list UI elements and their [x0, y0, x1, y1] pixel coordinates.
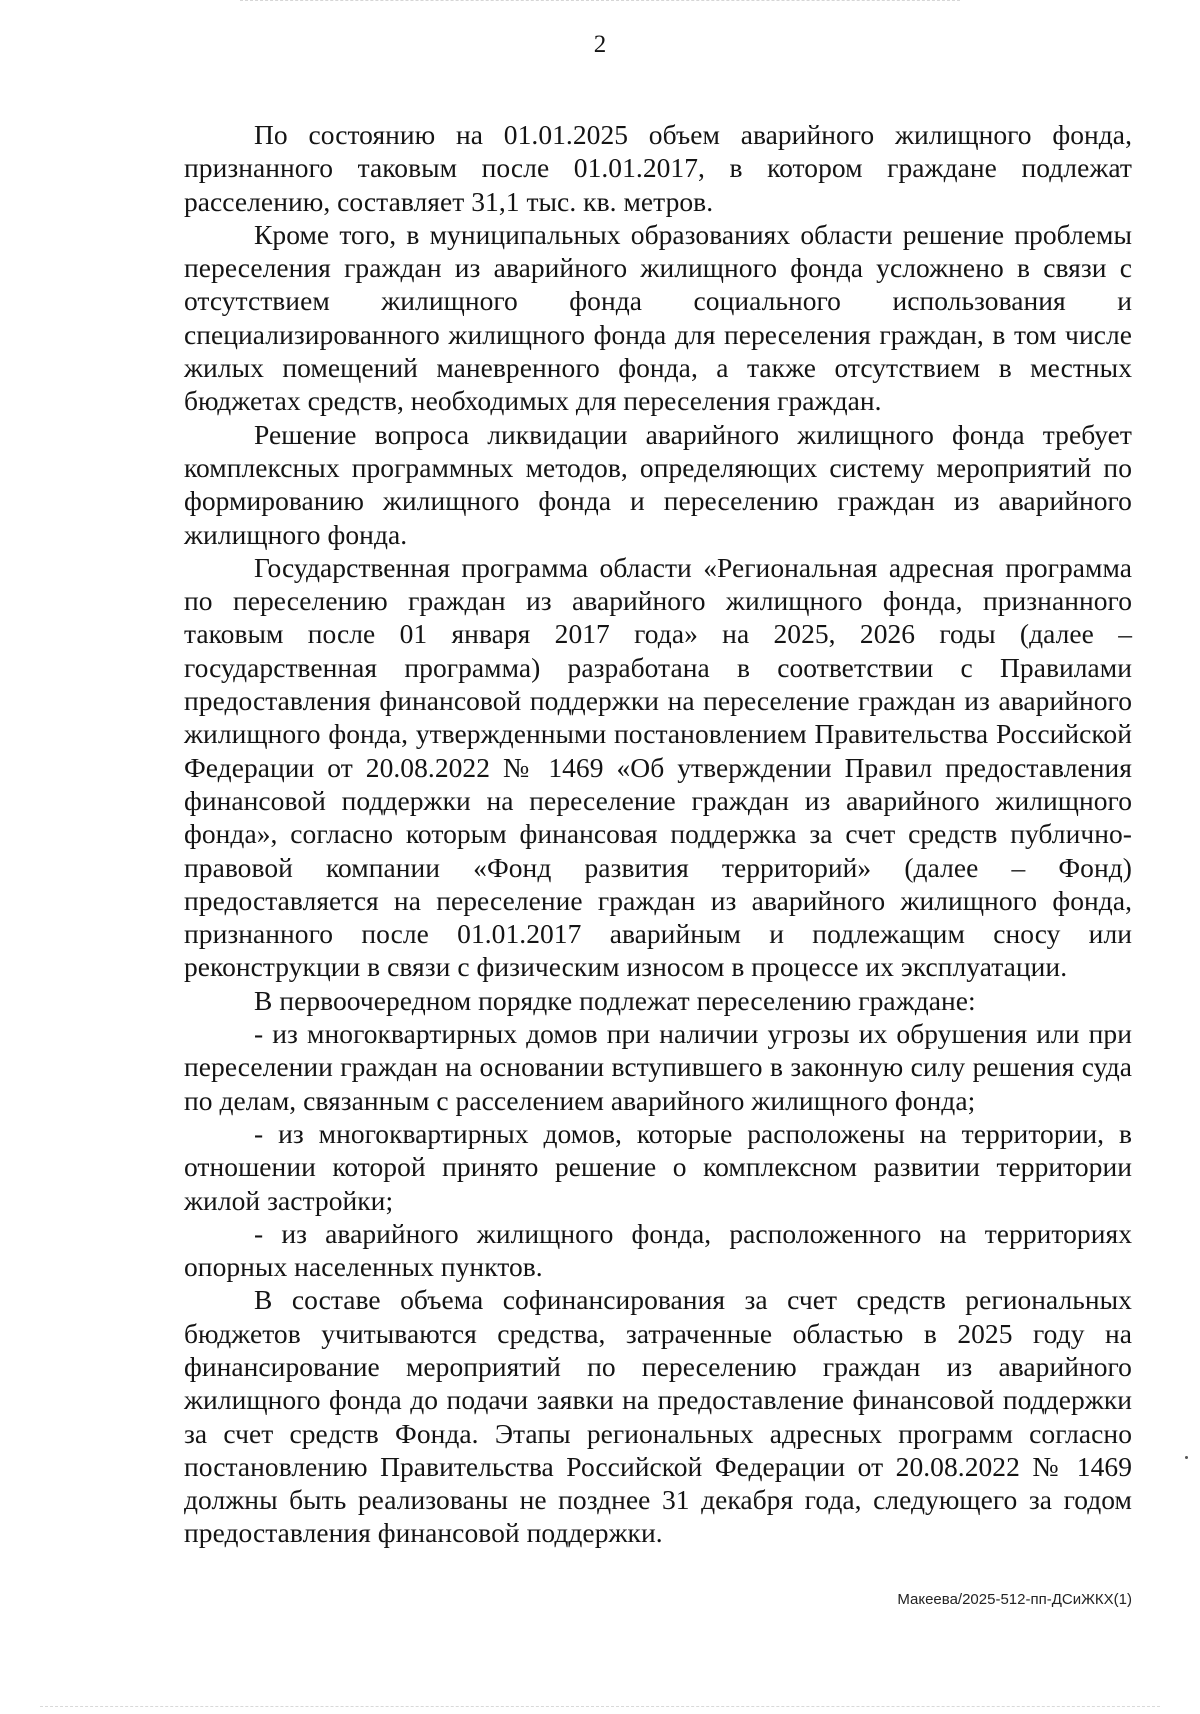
scan-top-edge [240, 0, 960, 1]
list-item-complex-development: - из многоквартирных домов, которые расположены на территории, в отношении которой принято решение о комплексном развитии территории жилой застройки; [184, 1117, 1132, 1216]
paragraph-priority-intro: В первоочередном порядке подлежат переселению граждане: [254, 984, 976, 1016]
page-number: 2 [593, 31, 607, 58]
scan-bottom-edge [40, 1706, 1160, 1707]
list-item-support-settlements: - из аварийного жилищного фонда, расположенного на территориях опорных населенных пунктов. [184, 1217, 1132, 1283]
document-body [184, 118, 1132, 1550]
paragraph-cofinancing: В составе объема софинансирования за счет средств региональных бюджетов учитываются средства, затраченные областью в 2025 году на финансирование мероприятий по переселению граждан из аварийного жилищного фонда до подачи заявки на предоставление финансовой поддержки за счет средств Фонда. Этапы региональных адресных программ согласно постановлению Правительства Российской Федерации от 20.08.2022 № 1469 должны быть реализованы не позднее 31 декабря года, следующего за годом предоставления финансовой поддержки. [184, 1284, 1132, 1549]
list-item-collapse-threat: - из многоквартирных домов при наличии угрозы их обрушения или при переселении граждан на основании вступившего в законную силу решения суда по делам, связанным с расселением аварийного жилищного фонда; [184, 1018, 1132, 1116]
paragraph-program-methods: Решение вопроса ликвидации аварийного жилищного фонда требует комплексных программных методов, определяющих систему мероприятий по формированию жилищного фонда и переселению граждан из аварийного жилищного фонда. [184, 418, 1132, 550]
scan-speck [1185, 1456, 1188, 1459]
paragraph-municipal-problems: Кроме того, в муниципальных образованиях области решение проблемы переселения граждан из аварийного жилищного фонда усложнено в связи с отсутствием жилищного фонда социального использования и специализированного жилищного фонда для переселения граждан, в том числе жилых помещений маневренного фонда, а также отсутствием в местных бюджетах средств, необходимых для переселения граждан. [184, 218, 1132, 417]
paragraph-state-program: Государственная программа области «Региональная адресная программа по переселению граждан из аварийного жилищного фонда, признанного таковым после 01 января 2017 года» на 2025, 2026 годы (далее – государственная программа) разработана в соответствии с Правилами предоставления финансовой поддержки на переселение граждан из аварийного жилищного фонда, утвержденными постановлением Правительства Российской Федерации от 20.08.2022 № 1469 «Об утверждении Правил предоставления финансовой поддержки на переселение граждан из аварийного жилищного фонда», согласно которым финансовая поддержка за счет средств публично-правовой компании «Фонд развития территорий» (далее – Фонд) предоставляется на переселение граждан из аварийного жилищного фонда, признанного после 01.01.2017 аварийным и подлежащим сносу или реконструкции в связи с физическим износом в процессе их эксплуатации. [184, 551, 1132, 983]
document-code: Макеева/2025-512-пп-ДСиЖКХ(1) [897, 1591, 1132, 1608]
paragraph-emergency-housing-volume: По состоянию на 01.01.2025 объем аварийного жилищного фонда, признанного таковым после 01.01.2017, в котором граждане подлежат расселению, составляет 31,1 тыс. кв. метров. [184, 119, 1132, 217]
